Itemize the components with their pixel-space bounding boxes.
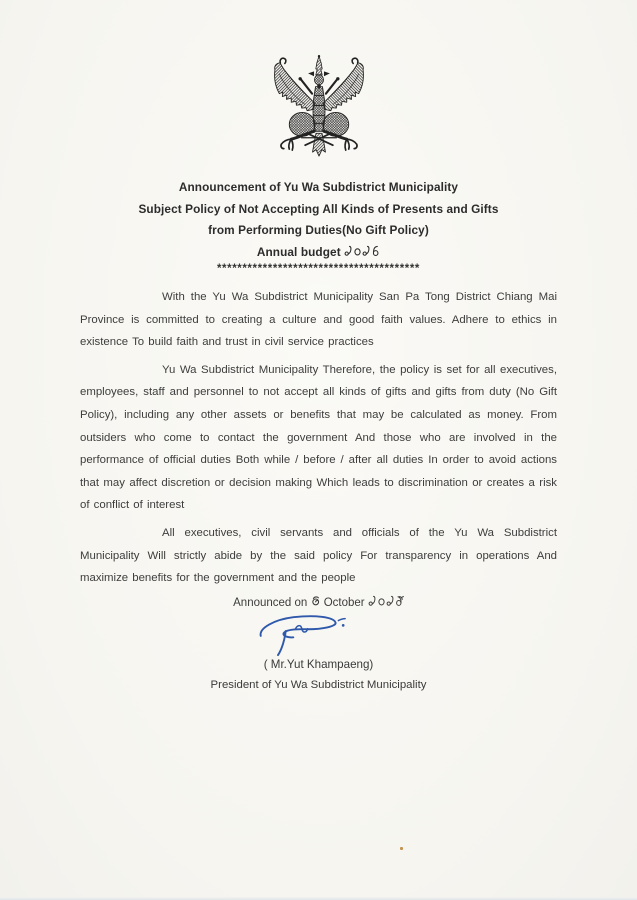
thai-digit-1-icon xyxy=(312,597,318,605)
asterisk-divider: **************************************** xyxy=(216,263,420,275)
emblem-container xyxy=(0,0,637,161)
announcement-date-line xyxy=(0,595,637,609)
paper-speck xyxy=(400,847,403,850)
garuda-emblem-icon xyxy=(271,54,367,161)
signatory-title: President of Yu Wa Subdistrict Municipality xyxy=(210,678,427,691)
thai-digit-2-icon xyxy=(387,596,393,605)
thai-digit-2-icon xyxy=(363,246,369,255)
document-header xyxy=(0,177,637,276)
body-paragraph-1: With the Yu Wa Subdistrict Municipality San Pa Tong District Chiang Mai Province is committed to creating a culture and good faith values. Adhere to ethics in existence To build faith and trust in civil service practices xyxy=(80,291,557,349)
thai-digit-5-icon xyxy=(396,596,403,605)
thai-digit-0-icon xyxy=(355,248,360,254)
thai-year-2026 xyxy=(344,245,380,257)
signatory-name: ( Mr.Yut Khampaeng) xyxy=(263,657,374,671)
signature-container xyxy=(0,611,637,657)
thai-digit-2-icon xyxy=(345,246,351,255)
thai-digit-0-icon xyxy=(379,599,384,605)
thai-day-1 xyxy=(311,595,321,607)
document-body xyxy=(80,286,557,590)
date-month: October xyxy=(323,596,365,609)
thai-digit-6-icon xyxy=(374,246,379,255)
body-paragraph-3: All executives, civil servants and officials of the Yu Wa Subdistrict Municipality Will strictly abide by the said policy For transparency in operations And maximize benefits for the government and the people xyxy=(80,526,557,585)
date-prefix: Announced on xyxy=(233,596,308,609)
subject-line: Subject Policy of Not Accepting All Kinds of Presents and Gifts xyxy=(138,201,499,216)
body-paragraph-2: Yu Wa Subdistrict Municipality Therefore, the policy is set for all executives, employees, staff and personnel to not accept all kinds of gifts and gifts from duty (No Gift Policy), including any other assets or benefits that may be calculated as money. From outsiders who come to contact the government And those who are involved in the performance of official duties Both while / before / after all duties In order to avoid actions that may affect discretion or decision making Which leads to discrimination or creates a risk of conflict of interest xyxy=(80,363,557,512)
subject-line-2: from Performing Duties(No Gift Policy) xyxy=(208,223,429,237)
annual-budget-line xyxy=(0,242,637,264)
annual-budget-text: Annual budget xyxy=(256,244,341,259)
thai-digit-2-icon xyxy=(369,596,375,605)
handwritten-signature-icon xyxy=(249,611,353,657)
thai-year-2025 xyxy=(368,595,404,607)
announcement-title: Announcement of Yu Wa Subdistrict Municipality xyxy=(178,180,459,194)
